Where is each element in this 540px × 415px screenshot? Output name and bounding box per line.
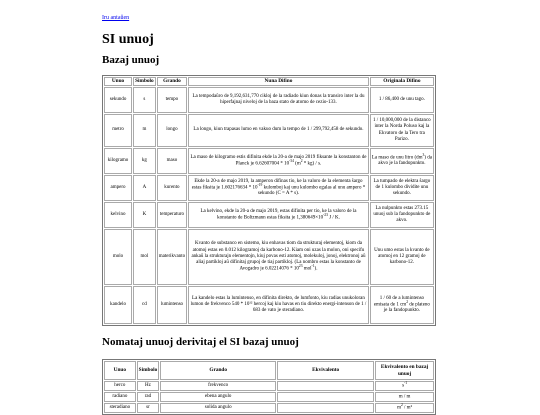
base-equivalent: $m^2 / m^2$ [375,403,434,413]
unit-symbol: K [133,202,156,228]
derived-units-table [102,359,436,415]
current-definition: La maso de kilogramo estis difinita ekde la 20-a de majo 2019 fiksante la konstanton de Planck je $6.62607004 * 10^{-34}$ $(m^2 * kg)$ / s. [188,148,369,174]
unit-name: ampero [104,175,132,201]
unit-quantity: frekvenco [160,381,276,391]
unit-symbol: s [133,87,156,113]
unit-name: metro [104,114,132,147]
original-definition: 1 / 86,400 de unu tago. [370,87,434,113]
column-header: Unuo [104,77,132,86]
unit-quantity: lumintenso [157,286,187,324]
unit-symbol: m [133,114,156,147]
unit-equivalent [277,381,374,391]
column-header: Simbolo [137,361,160,380]
base-equivalent: $s^{-1}$ [375,381,434,391]
unit-quantity: materikvanto [157,229,187,285]
current-definition: La tempodaŭro de 9,192,631,770 cikloj de la radiado kiun donas la transiro inter la du hiperfajnaj niveloj de la baza stato de atomo de cezio-133. [188,87,369,113]
table-row [104,114,434,147]
current-definition: La kandelo estas la lumintenso, en difinita direkto, de lumfonto, kiu radias unukoloran lumon de frekvenco 540 * 10¹² hercoj kaj kiu havas en tiu direkto energi-intenson de 1 / 683 de vato je steradiano. [188,286,369,324]
table-row [104,392,434,402]
column-header: Grando [160,361,276,380]
current-definition: Ekde la 20-a de majo 2019, la amperon difinas tio, ke la valoro de la elementa ŝargo estas fiksita je $1.602176634 * 10^{-19}$ kulomboj kaj unu kulombo egalas al unu ampero * sekundo (C = A * s). [188,175,369,201]
table-header-row [104,361,434,380]
derived-units-heading: Nomataj unuoj derivitaj el SI bazaj unuoj [102,336,299,348]
column-header: Simbolo [133,77,156,86]
unit-symbol: kg [133,148,156,174]
unit-name: herco [104,381,136,391]
original-definition: La tumpado de elektra ŝargo de 1 kulombo dividite unu sekundo. [370,175,434,201]
unit-symbol: rad [137,392,160,402]
original-definition: La nulpunkto estas 273.15 unuoj sub la fandopunkto de akvo. [370,202,434,228]
column-header: Originala Difino [370,77,434,86]
original-definition: La maso de unu litro $(dm^3)$ da akvo je la fandopunkto. [370,148,434,174]
original-definition: Unu umo estas la kvanto de atomoj en 12 gramoj de karbono-12. [370,229,434,285]
unit-quantity: solida angulo [160,403,276,413]
table-row [104,148,434,174]
unit-equivalent [277,392,374,402]
unit-quantity: ebena angulo [160,392,276,402]
table-header-row [104,77,434,86]
unit-quantity: temperaturo [157,202,187,228]
original-definition: 1 / 60 de a lumintenso emisata de 1 $cm^2$ de plateno je la fandopunkto. [370,286,434,324]
column-header: Nuna Difino [188,77,369,86]
unit-name: molo [104,229,132,285]
back-link[interactable]: Iru antaŭen [102,15,130,21]
column-header: Grando [157,77,187,86]
table-row [104,229,434,285]
table-row [104,202,434,228]
unit-symbol: Hz [137,381,160,391]
unit-symbol: mol [133,229,156,285]
page-title: SI unuoj [102,32,154,47]
table-row [104,175,434,201]
table-row [104,286,434,324]
unit-symbol: A [133,175,156,201]
column-header: Ekvivalento en bazaj unuoj [375,361,434,380]
unit-name: kilogramo [104,148,132,174]
unit-quantity: tempo [157,87,187,113]
unit-name: sekundo [104,87,132,113]
unit-name: kelvino [104,202,132,228]
unit-name: steradiano [104,403,136,413]
base-units-table [102,75,436,326]
unit-quantity: longo [157,114,187,147]
table-row [104,87,434,113]
current-definition: La kelvino, ekde la 20-a de majo 2019, estas difinita per tio, ke la valoro de la konstanto de Boltzmann estas fiksita je $1,380649\times 10^{-23}$ J / K. [188,202,369,228]
column-header: Ekvivalento [277,361,374,380]
table-row [104,381,434,391]
unit-name: kandelo [104,286,132,324]
unit-quantity: maso [157,148,187,174]
base-equivalent: m / m [375,392,434,402]
current-definition: La longo, kiun trapasas lumo en vakuo dum la tempo de 1 / 299,792,458 de sekundo. [188,114,369,147]
original-definition: 1 / 10,000,000 de la distanco inter la Norda Poluso kaj la Ekvatoro de la Tero tra Parizo. [370,114,434,147]
column-header: Unuo [104,361,136,380]
unit-name: radiano [104,392,136,402]
unit-symbol: cd [133,286,156,324]
current-definition: Kvanto de substanco en sistemo, kiu enhavas tiom da strukturaj elementoj, kiom da atomoj estas en 0.012 kilogramoj da karbono-12. Kiam oni uzas la molon, oni specifu ankaŭ la strukturajn elementojn, kiuj povas esti atomoj, molekuloj, jonoj, elektronoj aŭ aliaj partikloj aŭ difinitaj grupoj de tiaj partikloj. (La nombro estas la konstanto de Avogadro je $6.02214076 * 10^{23}$ mol$^{-1}$). [188,229,369,285]
unit-symbol: sr [137,403,160,413]
page [102,6,440,415]
base-units-heading: Bazaj unuoj [102,54,160,66]
unit-quantity: kurento [157,175,187,201]
